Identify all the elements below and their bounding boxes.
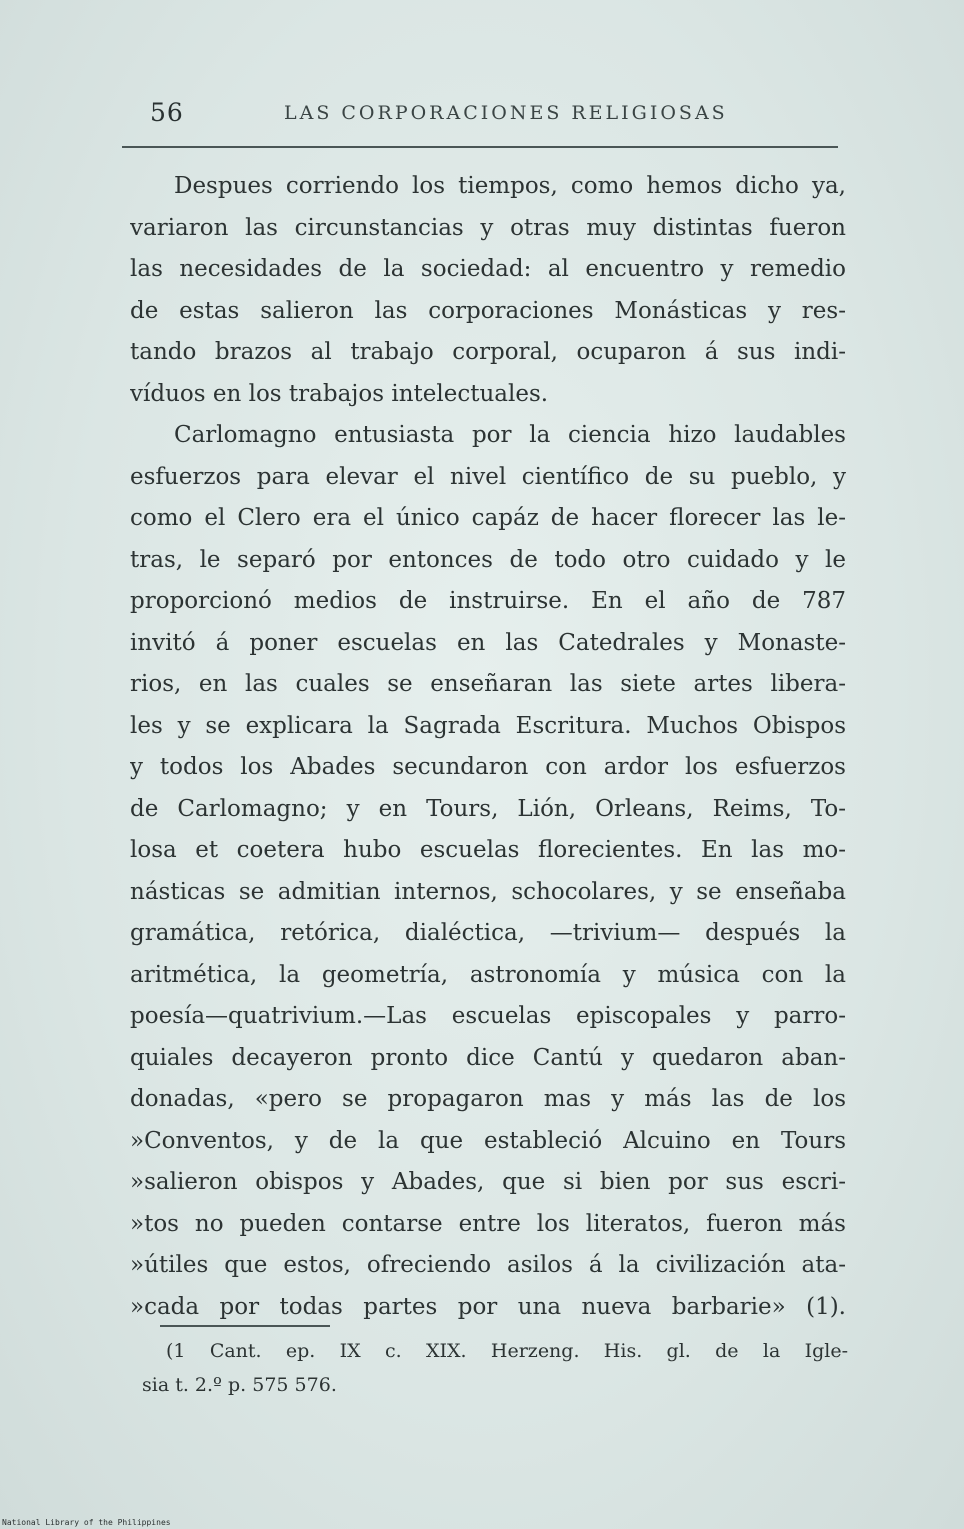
text-line: gramática, retórica, dialéctica, —trivium— después la [130, 920, 846, 946]
text-line: donadas, «pero se propagaron mas y más las de los [130, 1086, 846, 1112]
text-line: losa et coetera hubo escuelas florecientes. En las mo- [130, 837, 846, 863]
text-line: invitó á poner escuelas en las Catedrales y Monaste- [130, 629, 846, 656]
running-title: LAS CORPORACIONES RELIGIOSAS [284, 102, 728, 124]
text-line: Despues corriendo los tiempos, como hemos dicho ya, [174, 173, 846, 199]
text-line: Carlomagno entusiasta por la ciencia hizo laudables [174, 422, 846, 448]
text-line: tras, le separó por entonces de todo otro cuidado y le [130, 546, 846, 573]
text-line: »cada por todas partes por una nueva barbarie» (1). [130, 1293, 846, 1320]
text-line: les y se explicara la Sagrada Escritura. Muchos Obispos [130, 712, 846, 739]
footnote-line: (1 Cant. ep. IX c. XIX. Herzeng. His. gl. de la Igle- [166, 1340, 848, 1362]
text-line: esfuerzos para elevar el nivel científico de su pueblo, y [130, 463, 846, 490]
text-line: quiales decayeron pronto dice Cantú y quedaron aban- [130, 1044, 846, 1071]
text-line: como el Clero era el único capáz de hacer florecer las le- [130, 505, 846, 531]
text-line: las necesidades de la sociedad: al encuentro y remedio [130, 256, 846, 282]
library-credit: National Library of the Philippines [2, 1518, 171, 1527]
page-header [122, 92, 838, 132]
text-line: násticas se admitian internos, schocolares, y se enseñaba [130, 878, 846, 905]
text-line: tando brazos al trabajo corporal, ocuparon á sus indi- [130, 339, 846, 365]
body-text [130, 166, 846, 1328]
text-line: aritmética, la geometría, astronomía y música con la [130, 961, 846, 988]
text-line: poesía—quatrivium.—Las escuelas episcopales y parro- [130, 1003, 846, 1029]
text-line: de Carlomagno; y en Tours, Lión, Orleans, Reims, To- [130, 795, 846, 822]
header-rule [122, 146, 838, 148]
text-line: víduos en los trabajos intelectuales. [130, 380, 549, 407]
text-line: »tos no pueden contarse entre los literatos, fueron más [130, 1210, 846, 1237]
text-line: »salieron obispos y Abades, que si bien por sus escri- [130, 1169, 846, 1195]
footnote-rule [160, 1325, 330, 1327]
text-line: de estas salieron las corporaciones Monásticas y res- [130, 297, 846, 324]
text-line: rios, en las cuales se enseñaran las siete artes libera- [130, 671, 846, 697]
text-line: »Conventos, y de la que estableció Alcuino en Tours [130, 1127, 846, 1154]
text-line: y todos los Abades secundaron con ardor los esfuerzos [130, 754, 846, 780]
text-line: »útiles que estos, ofreciendo asilos á la civilización ata- [130, 1252, 846, 1278]
footnote [142, 1334, 848, 1402]
text-line: proporcionó medios de instruirse. En el año de 787 [130, 588, 846, 614]
text-line: variaron las circunstancias y otras muy distintas fueron [130, 214, 846, 241]
footnote-line: sia t. 2.º p. 575 576. [142, 1374, 337, 1396]
page-number: 56 [150, 98, 184, 127]
